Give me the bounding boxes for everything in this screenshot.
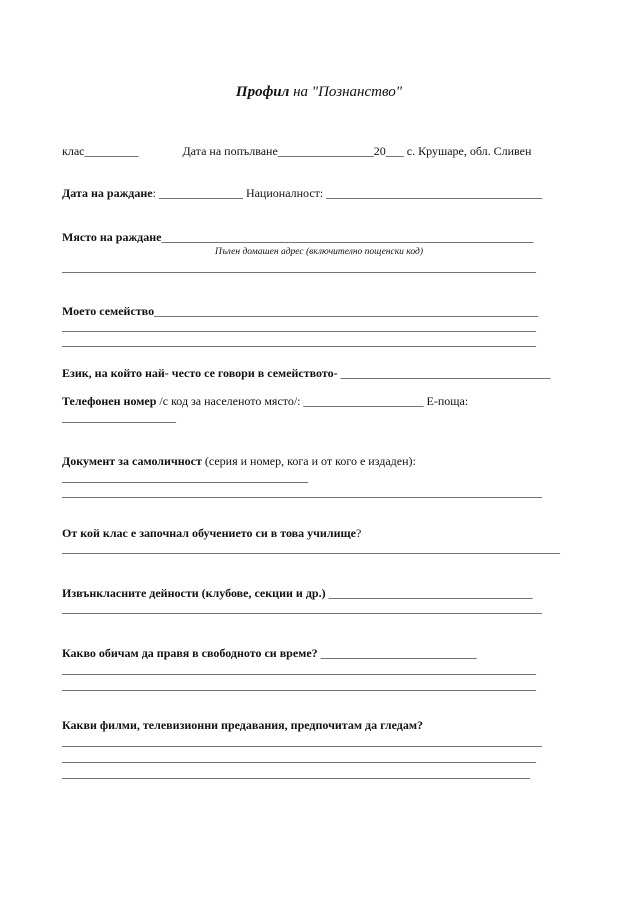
class-line [62, 144, 531, 159]
extra-label: Извънкласните дейности (клубове, секции и др.) [62, 586, 329, 600]
phone-line [62, 394, 468, 409]
extra-blank-line[interactable]: ________________________________________________________________________________ [62, 601, 542, 615]
hobby-blank[interactable]: __________________________ [320, 646, 477, 660]
email-blank[interactable]: ___________________ [62, 410, 176, 424]
nationality-label: Националност: [242, 186, 327, 200]
class-blank[interactable]: _________ [84, 144, 139, 158]
document-blank-line[interactable]: _________________________________________ [62, 470, 308, 484]
films-blank-line[interactable]: _______________________________________________________________________________ [62, 750, 536, 764]
birth-line [62, 186, 542, 201]
extra-blank[interactable]: __________________________________ [328, 586, 533, 600]
family-label: Моето семейство [62, 304, 155, 318]
place-text: с. Крушаре, обл. Сливен [403, 144, 532, 158]
school-label: От кой клас е започнал обучението си в това училище [62, 526, 356, 540]
birthplace-blank[interactable]: ______________________________________________________________ [161, 230, 534, 244]
hobby-blank-line[interactable]: _______________________________________________________________________________ [62, 678, 536, 692]
document-hint: (серия и номер, кога и от кого е издаден): [201, 454, 416, 468]
hobby-blank-line[interactable]: _______________________________________________________________________________ [62, 662, 536, 676]
birth-blank[interactable]: ______________ [158, 186, 243, 200]
family-blank[interactable]: ________________________________________________________________ [154, 304, 539, 318]
hobby-line [62, 646, 477, 661]
year-label: 20 [373, 144, 386, 158]
page-title [0, 84, 638, 101]
title-rest: на "Познанство" [289, 84, 403, 100]
school-blank-line[interactable]: ___________________________________________________________________________________ [62, 541, 560, 555]
hobby-label: Какво обичам да правя в свободното си време? [62, 646, 321, 660]
films-blank-line[interactable]: ______________________________________________________________________________ [62, 766, 530, 780]
films-label: Какви филми, телевизионни предавания, предпочитам да гледам? [62, 718, 424, 732]
language-label: Език, на който най- често се говори в семейството- [62, 366, 341, 380]
title-bold: Профил [235, 84, 290, 100]
phone-hint: /с код за населеното място/: [156, 394, 304, 408]
document-label: Документ за самоличност [62, 454, 202, 468]
birth-label: Дата на раждане [62, 186, 153, 200]
language-blank[interactable]: ___________________________________ [340, 366, 551, 380]
school-line [62, 526, 361, 541]
phone-blank[interactable]: ____________________ [303, 394, 424, 408]
family-line [62, 304, 538, 319]
address-hint: Пълен домашен адрес (включително пощенски код) [215, 247, 423, 257]
date-blank[interactable]: ________________ [277, 144, 374, 158]
films-line [62, 718, 423, 733]
phone-label: Телефонен номер [62, 394, 157, 408]
films-blank-line[interactable]: ________________________________________________________________________________ [62, 734, 542, 748]
birth-colon: : [152, 186, 159, 200]
address-blank[interactable]: _______________________________________________________________________________ [62, 260, 536, 274]
email-label: Е-поща: [423, 394, 469, 408]
year-blank[interactable]: ___ [385, 144, 404, 158]
class-label: клас [62, 144, 85, 158]
extra-line [62, 586, 533, 601]
birthplace-line [62, 230, 533, 245]
birthplace-label: Място на раждане [62, 230, 162, 244]
language-line [62, 366, 551, 381]
family-blank-line[interactable]: _______________________________________________________________________________ [62, 334, 536, 348]
family-blank-line[interactable]: _______________________________________________________________________________ [62, 319, 536, 333]
date-label: Дата на попълване [182, 144, 278, 158]
nationality-blank[interactable]: ____________________________________ [326, 186, 543, 200]
document-line [62, 454, 416, 469]
school-qmark: ? [355, 526, 362, 540]
document-blank-line[interactable]: ________________________________________________________________________________ [62, 485, 542, 499]
